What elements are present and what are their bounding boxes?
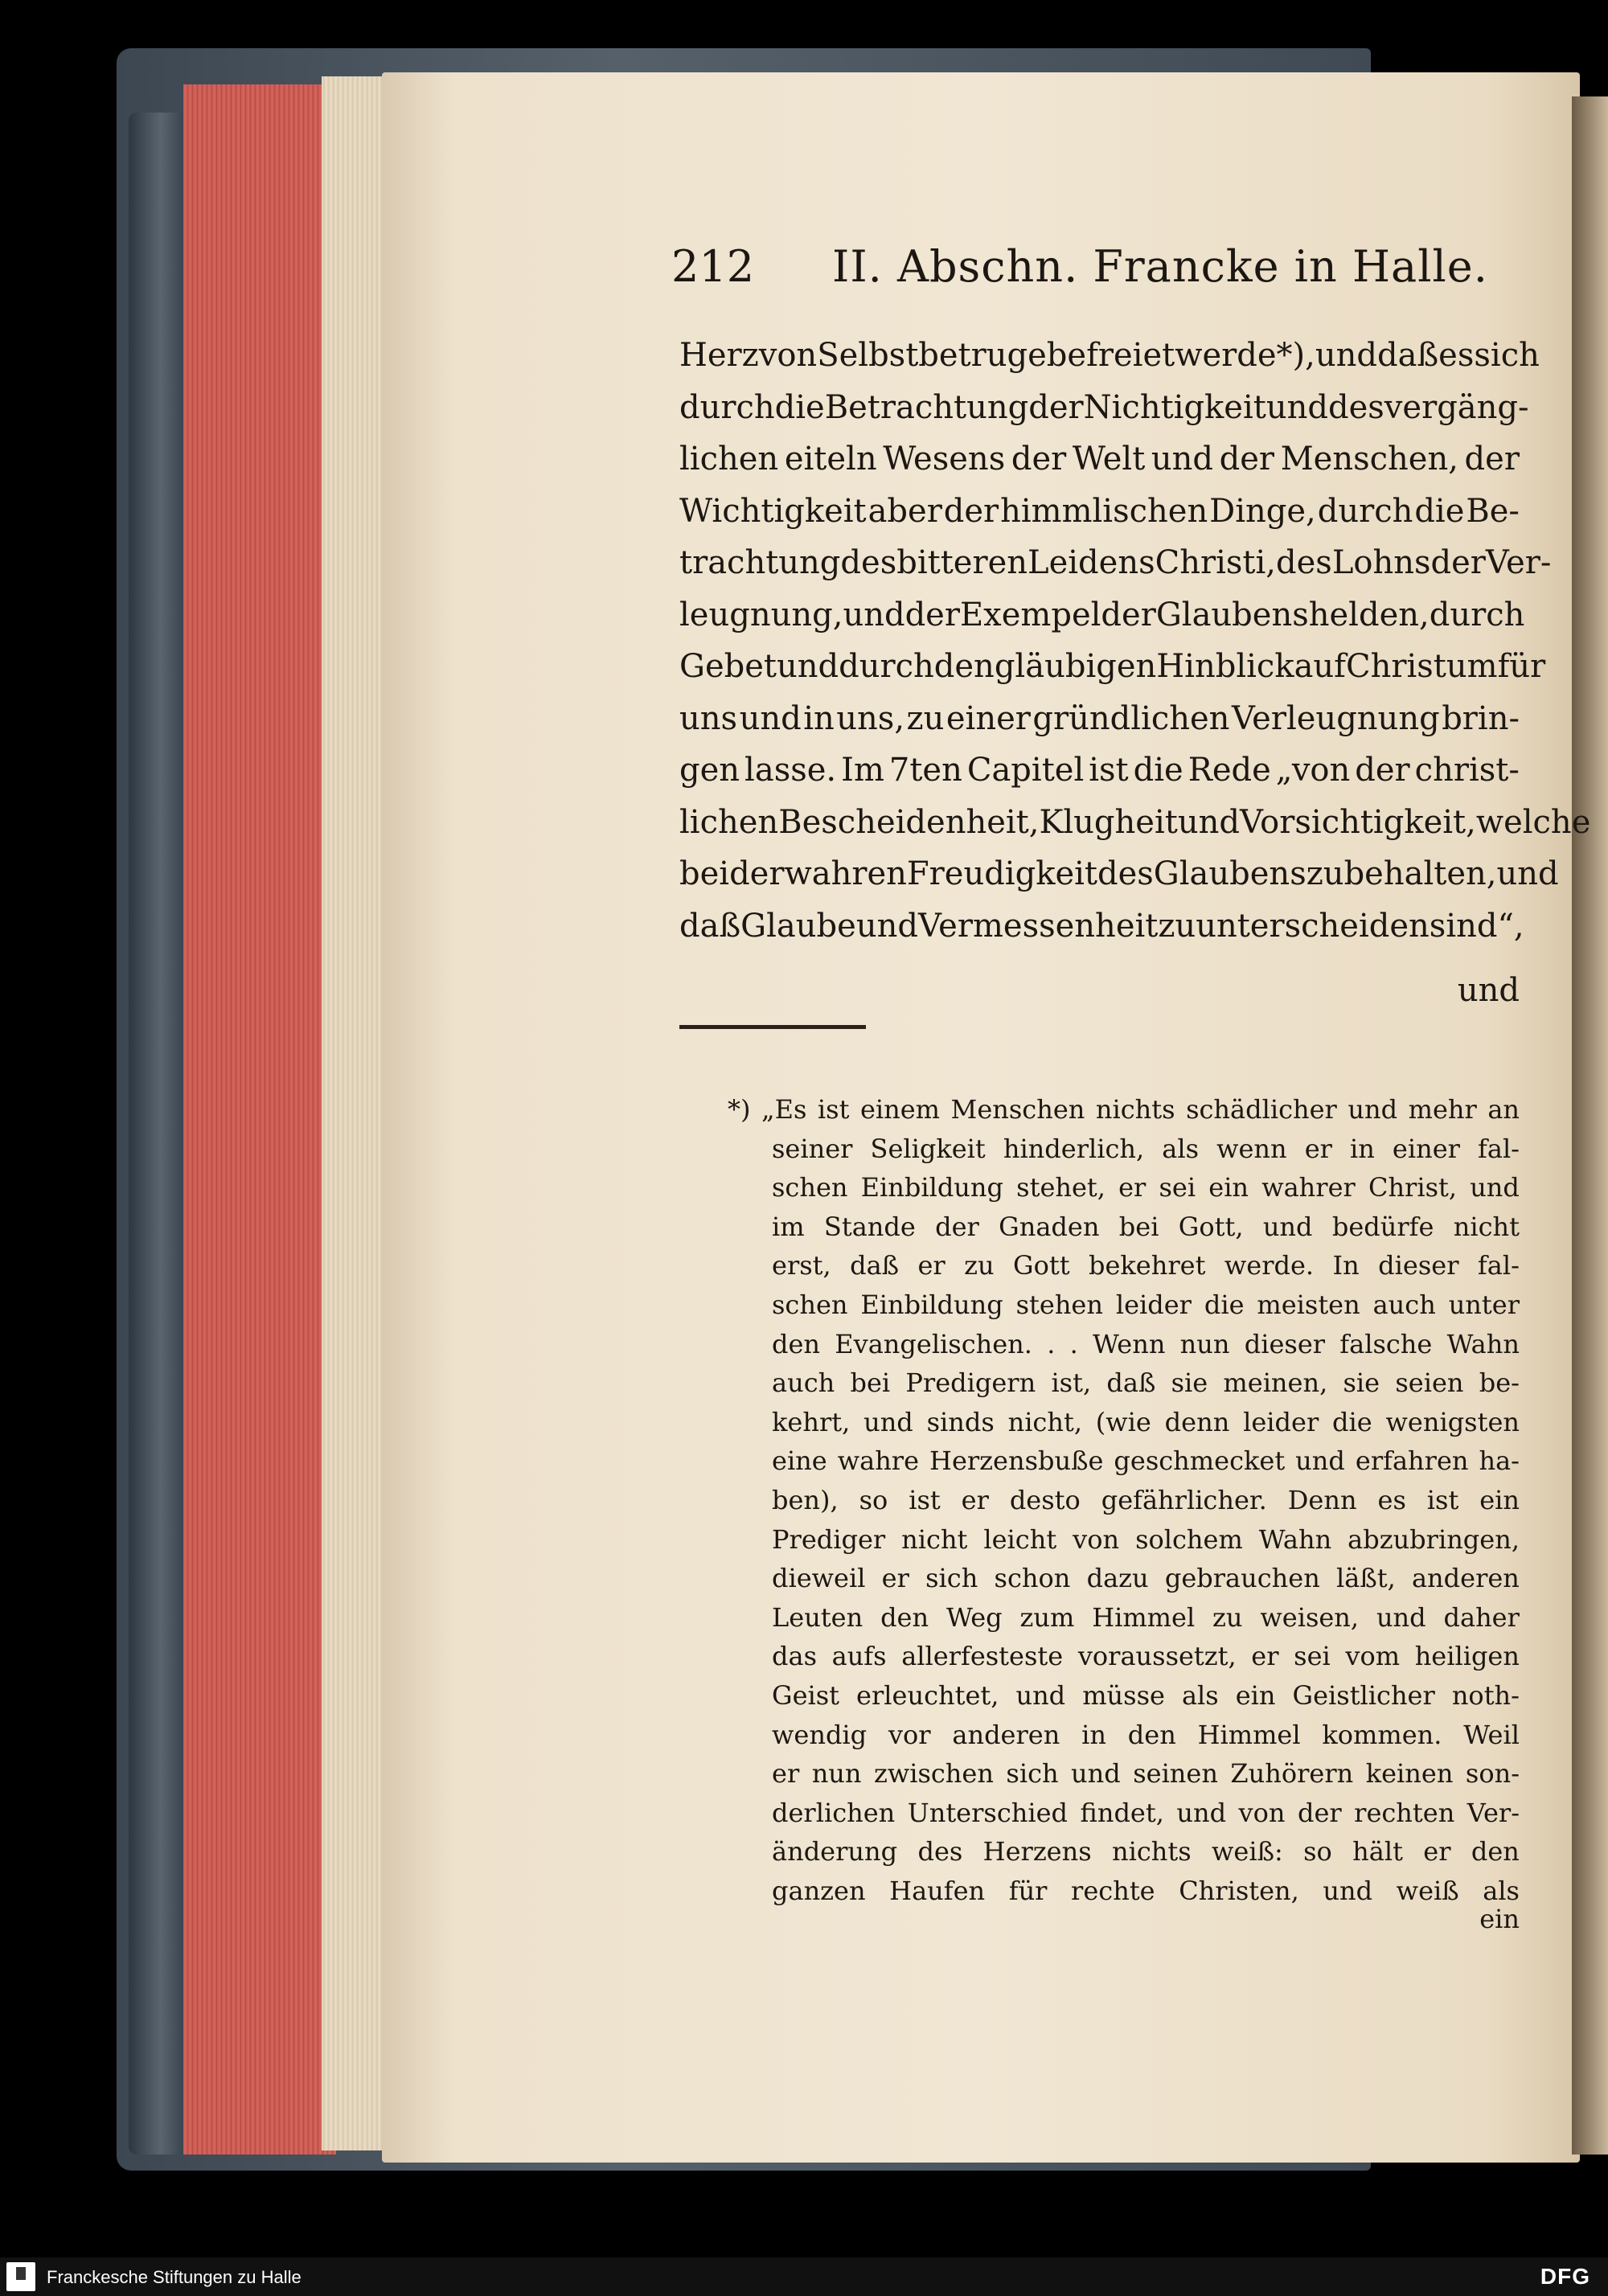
body-line: daß Glaube und Vermessenheit zu unterscheiden sind“, <box>679 907 1524 945</box>
footer-funder: DFG <box>1540 2264 1590 2289</box>
footnote-line: änderung des Herzens nichts weiß: so hält er den <box>772 1836 1520 1868</box>
body-line: Gebet und durch den gläubigen Hinblick auf Christum für <box>679 648 1546 685</box>
body-line: lichen Bescheidenheit, Klugheit und Vorsichtigkeit, welche <box>679 803 1591 841</box>
footnote-line: Leuten den Weg zum Himmel zu weisen, und daher <box>772 1601 1520 1633</box>
red-page-edges <box>183 84 336 2155</box>
body-line: gen lasse. Im 7ten Capitel ist die Rede „von der christ- <box>679 752 1520 789</box>
footnote-catchword: ein <box>1479 1904 1520 1934</box>
footnote-line: derlichen Unterschied findet, und von der rechten Ver- <box>772 1797 1520 1828</box>
body-line: lichen eiteln Wesens der Welt und der Menschen, der <box>679 441 1520 478</box>
running-title: II. Abschn. Francke in Halle. <box>832 241 1488 292</box>
body-line: uns und in uns, zu einer gründlichen Verleugnung brin- <box>679 699 1520 737</box>
footnote-line: kehrt, und sinds nicht, (wie denn leider die wenigsten <box>772 1406 1520 1437</box>
body-line: Wichtigkeit aber der himmlischen Dinge, durch die Be- <box>679 492 1520 530</box>
running-head <box>671 241 1508 297</box>
footer-bar <box>0 2257 1608 2296</box>
footnote-line: *) „Es ist einem Menschen nichts schädlicher und mehr an <box>728 1094 1520 1125</box>
footnote-line: den Evangelischen. . . Wenn nun dieser falsche Wahn <box>772 1328 1520 1359</box>
footnote-line: im Stande der Gnaden bei Gott, und bedürfe nicht <box>772 1211 1520 1242</box>
institution-logo-icon <box>6 2262 35 2291</box>
footnote-line: Geist erleuchtet, und müsse als ein Geistlicher noth- <box>772 1680 1520 1711</box>
body-line: Herz von Selbstbetruge befreiet werde *), und daß es sich <box>679 337 1540 374</box>
footnote-line: erst, daß er zu Gott bekehret werde. In dieser fal- <box>772 1250 1520 1281</box>
facing-page-edge <box>1572 96 1608 2155</box>
footnote-line: wendig vor anderen in den Himmel kommen. Weil <box>772 1719 1520 1750</box>
footer-institution: Franckesche Stiftungen zu Halle <box>47 2267 302 2287</box>
footnote-line: ganzen Haufen für rechte Christen, und weiß als <box>772 1876 1520 1906</box>
footnote-line: das aufs allerfesteste voraussetzt, er sei vom heiligen <box>772 1641 1520 1672</box>
page-number: 212 <box>671 241 755 292</box>
footnote-line: er nun zwischen sich und seinen Zuhörern keinen son- <box>772 1758 1520 1790</box>
body-line: leugnung, und der Exempel der Glaubenshelden, durch <box>679 596 1525 633</box>
footnote-line: ben), so ist er desto gefährlicher. Denn es ist ein <box>772 1485 1520 1515</box>
footnote-rule <box>679 1025 866 1029</box>
catchword: und <box>1457 972 1520 1009</box>
footnote-line: dieweil er sich schon dazu gebrauchen läßt, anderen <box>772 1563 1520 1594</box>
footnote-line: schen Einbildung stehet, er sei ein wahrer Christ, und <box>772 1172 1520 1203</box>
body-line: trachtung des bitteren Leidens Christi, des Lohns der Ver- <box>679 544 1552 581</box>
footnote-line: schen Einbildung stehen leider die meisten auch unter <box>772 1289 1520 1320</box>
body-line: bei der wahren Freudigkeit des Glaubens zu behalten, und <box>679 855 1559 892</box>
footnote-line: Prediger nicht leicht von solchem Wahn abzubringen, <box>772 1523 1520 1555</box>
footnote-line: eine wahre Herzensbuße geschmecket und erfahren ha- <box>772 1445 1520 1477</box>
body-line: durch die Betrachtung der Nichtigkeit und des vergäng- <box>679 388 1529 426</box>
footnote-line: seiner Seligkeit hinderlich, als wenn er in einer fal- <box>772 1133 1520 1164</box>
footnote-line: auch bei Predigern ist, daß sie meinen, sie seien be- <box>772 1367 1520 1399</box>
